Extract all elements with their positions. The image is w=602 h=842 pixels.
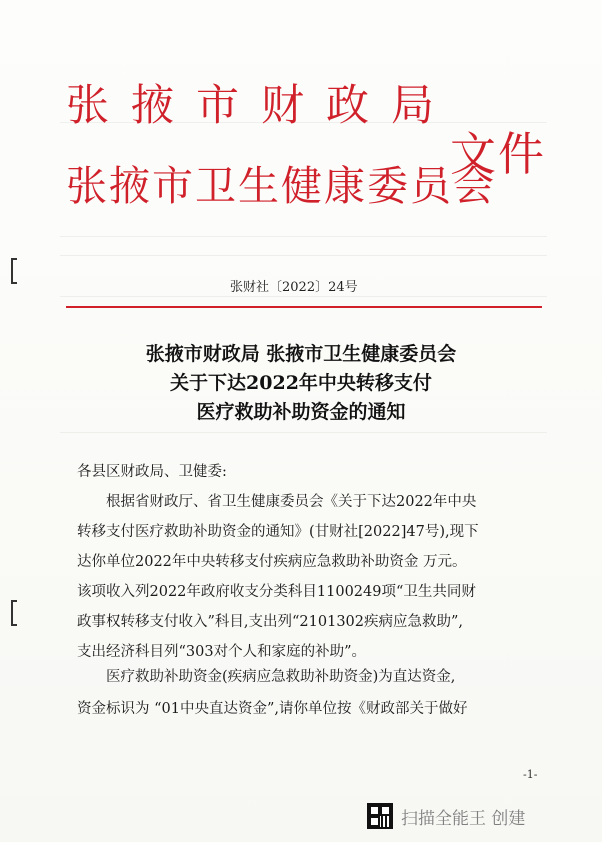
body-line: 转移支付医疗救助补助资金的通知》(甘财社[2022]47号),现下 xyxy=(77,524,479,540)
binding-mark xyxy=(11,258,17,284)
qr-finder-icon xyxy=(380,805,391,816)
bleed-through-line xyxy=(60,236,547,237)
notice-title-line-1: 张掖市财政局 张掖市卫生健康委员会 xyxy=(145,343,457,365)
body-line: 资金标识为 “01中央直达资金”,请你单位按《财政部关于做好 xyxy=(77,701,468,717)
document-type-label: 文件 xyxy=(450,127,546,181)
page-number: -1- xyxy=(523,768,538,781)
body-line: 达你单位2022年中央转移支付疾病应急救助补助资金 万元。 xyxy=(77,554,467,570)
bleed-through-line xyxy=(60,255,547,256)
document-number: 张财社〔2022〕24号 xyxy=(230,280,358,295)
qr-finder-icon xyxy=(369,816,380,827)
salutation: 各县区财政局、卫健委: xyxy=(77,464,227,480)
bleed-through-line xyxy=(60,296,547,297)
qr-code-icon xyxy=(367,803,393,829)
red-divider xyxy=(66,306,542,308)
body-line: 根据省财政厅、省卫生健康委员会《关于下达2022年中央 xyxy=(106,494,477,510)
notice-title-line-3: 医疗救助补助资金的通知 xyxy=(196,401,406,423)
bleed-through-line xyxy=(60,432,547,433)
qr-finder-icon xyxy=(369,805,380,816)
notice-title-line-2: 关于下达2022年中央转移支付 xyxy=(170,372,432,394)
body-line: 医疗救助补助资金(疾病应急救助补助资金)为直达资金, xyxy=(106,669,456,685)
issuer-line-finance-bureau: 张掖市财政局 xyxy=(66,81,456,131)
scanner-watermark: 扫描全能王 创建 xyxy=(401,809,526,829)
body-line: 支出经济科目列“303对个人和家庭的补助”。 xyxy=(77,644,367,660)
body-line: 该项收入列2022年政府收支分类科目1100249项“卫生共同财 xyxy=(77,584,476,600)
issuer-line-health-commission: 张掖市卫生健康委员会 xyxy=(66,162,496,210)
binding-mark xyxy=(11,600,17,626)
body-line: 政事权转移支付收入”科目,支出列“2101302疾病应急救助”, xyxy=(77,614,464,630)
